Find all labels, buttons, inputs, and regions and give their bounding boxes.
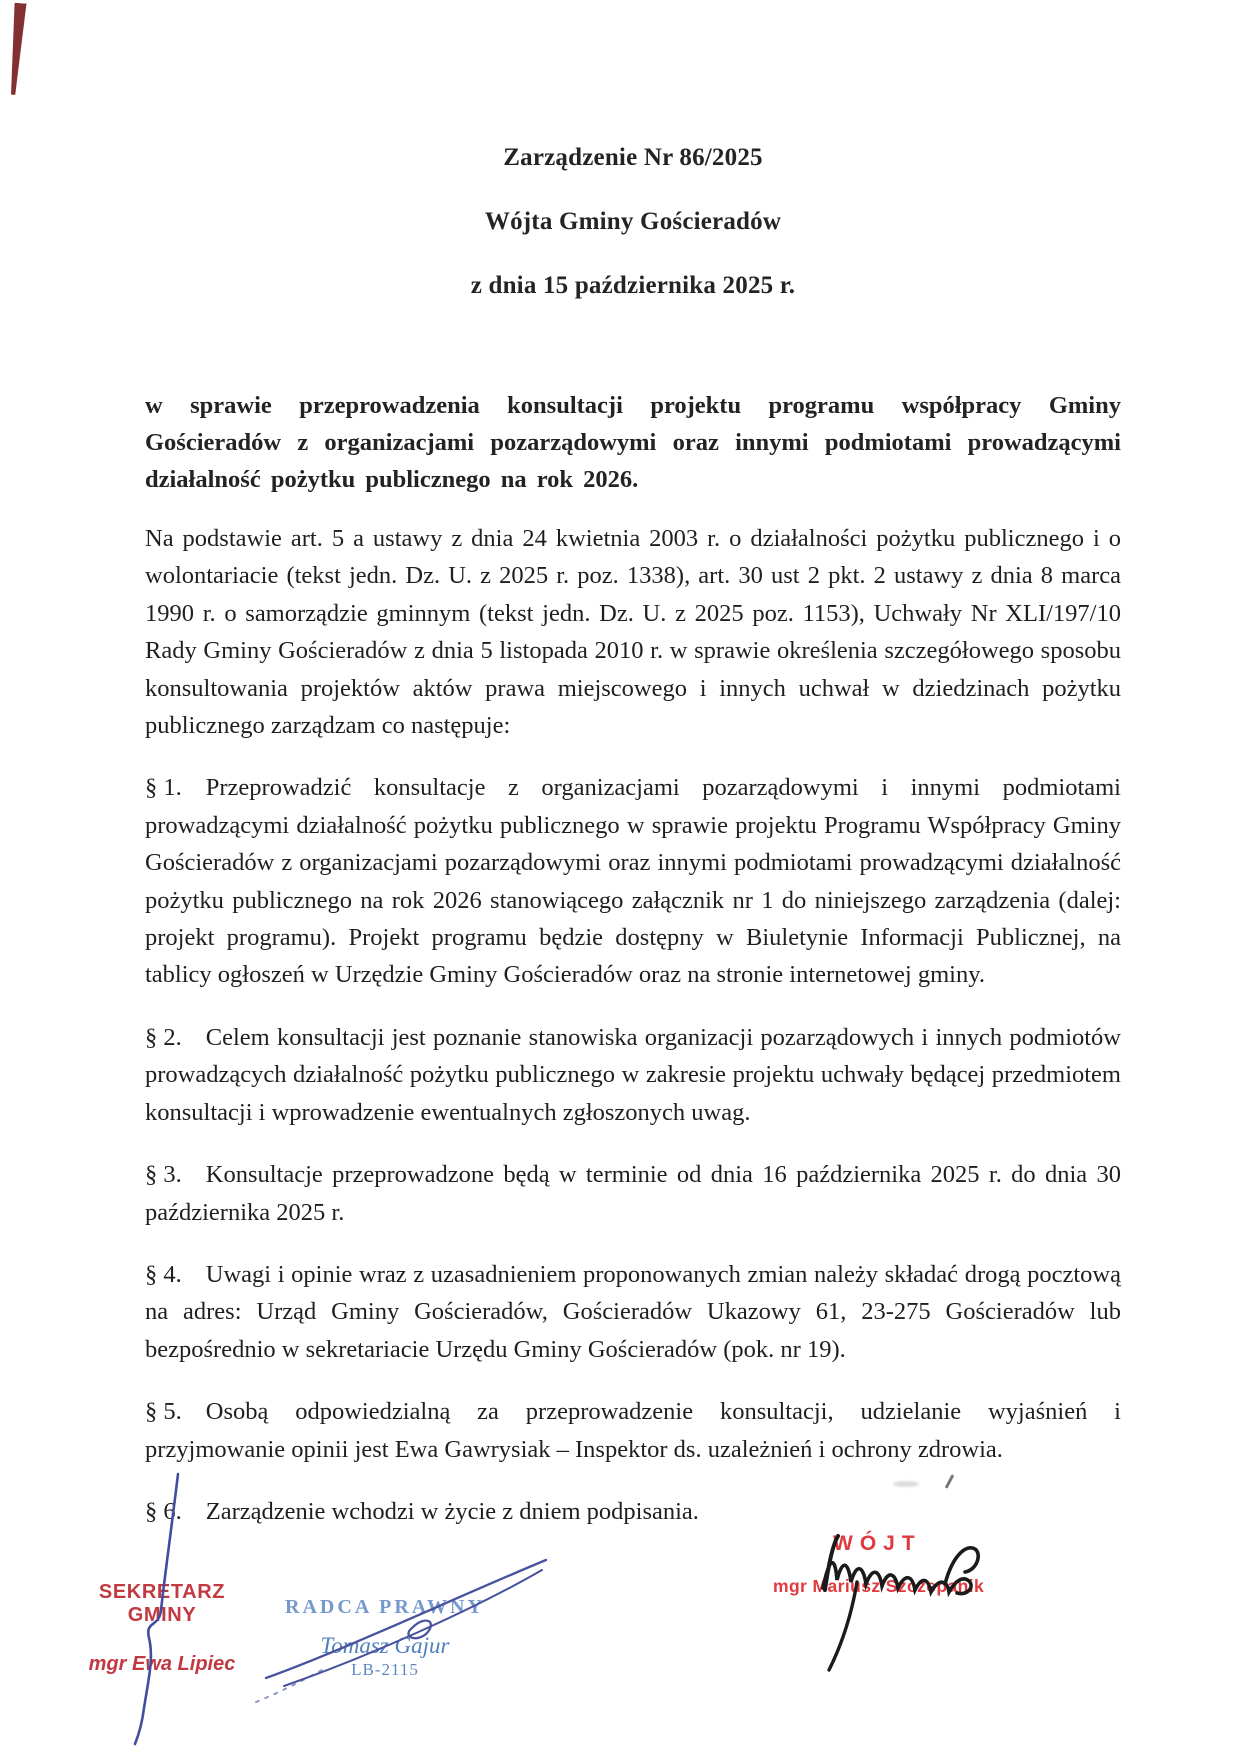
mayor-signature-block [735,1526,985,1646]
mayor-role-stamp: WÓJT [833,1532,922,1555]
legal-counsel-signature-block [280,1596,490,1680]
section-5-text: Osobą odpowiedzialną za przeprowadzenie konsultacji, udzielanie wyjaśnień i przyjmowanie opinii jest Ewa Gawrysiak – Inspektor ds. uzależnień i ochrony zdrowia. [145,1398,1121,1463]
section-1-number: § 1. [145,774,182,802]
section-2-text: Celem konsultacji jest poznanie stanowiska organizacji pozarządowych i innych podmiotów prowadzących działalność pożytku publicznego w zakresie projektu uchwały będącej przedmiotem konsultacji i wprowadzenie ewentualnych zgłoszonych uwag. [145,1023,1121,1126]
legal-counsel-name-stamp: Tomasz Gajur [320,1633,450,1658]
section-2 [145,1019,1121,1131]
section-4-text: Uwagi i opinie wraz z uzasadnieniem proponowanych zmian należy składać drogą pocztową na adres: Urząd Gminy Gościeradów, Gościeradów Ukazowy 61, 23-275 Gościeradów lub bezpośrednio w sekretariacie Urzędu Gminy Gościeradów (pok. nr 19). [145,1260,1121,1363]
section-3 [145,1156,1121,1231]
scan-smudge [893,1481,919,1487]
issuer-title: Wójta Gminy Gościeradów [484,208,782,235]
mayor-name-stamp: mgr Mariusz Szczepanik [773,1576,985,1596]
section-4-number: § 4. [145,1260,182,1288]
ordinance-number-title: Zarządzenie Nr 86/2025 [503,144,763,171]
section-4 [145,1256,1121,1368]
section-2-number: § 2. [145,1023,182,1051]
secretary-signature-block [72,1581,252,1676]
section-5-number: § 5. [145,1398,182,1426]
subject-paragraph: w sprawie przeprowadzenia konsultacji projektu programu współpracy Gminy Gościeradów z organizacjami pozarządowymi oraz innymi podmiotami prowadzącymi działalność pożytku publicznego na rok 2026. [145,392,1121,493]
legal-counsel-license-number: LB-2115 [351,1660,419,1679]
section-6-number: § 6. [145,1497,182,1525]
section-6-text: Zarządzenie wchodzi w życie z dniem podpisania. [205,1497,699,1525]
section-3-text: Konsultacje przeprowadzone będą w terminie od dnia 16 października 2025 r. do dnia 30 października 2025 r. [145,1161,1121,1226]
section-6 [145,1493,1121,1530]
document-content [145,0,1121,1530]
section-1 [145,769,1121,993]
legal-basis-paragraph: Na podstawie art. 5 a ustawy z dnia 24 kwietnia 2003 r. o działalności pożytku publicznego i o wolontariacie (tekst jedn. Dz. U. z 2025 r. poz. 1338), art. 30 ust 2 pkt. 2 ustawy z dnia 8 marca 1990 r. o samorządzie gminnym (tekst jedn. Dz. U. z 2025 poz. 1153), Uchwały Nr XLI/197/10 Rady Gminy Gościeradów z dnia 5 listopada 2010 r. w sprawie określenia szczegółowego sposobu konsultowania projektów aktów prawa miejscowego i innych uchwał w dziedzinach pożytku publicznego zarządzam co następuje: [145,525,1121,740]
section-1-text: Przeprowadzić konsultacje z organizacjami pozarządowymi i innymi podmiotami prowadzącymi działalność pożytku publicznego w sprawie projektu Programu Współpracy Gminy Gościeradów z organizacjami pozarządowymi oraz innymi podmiotami prowadzącymi działalność pożytku publicznego na rok 2026 stanowiącego załącznik nr 1 do niniejszego zarządzenia (dalej: projekt programu). Projekt programu będzie dostępny w Biuletynie Informacji Publicznej, na tablicy ogłoszeń w Urzędzie Gminy Gościeradów oraz na stronie internetowej gminy. [145,774,1121,989]
date-title: z dnia 15 października 2025 r. [470,272,796,299]
secretary-role-stamp: SEKRETARZ GMINY [98,1581,226,1626]
section-5 [145,1393,1121,1468]
secretary-name-stamp: mgr Ewa Lipiec [88,1653,236,1675]
scan-artifact-mark [7,3,27,96]
section-3-number: § 3. [145,1161,182,1189]
legal-counsel-role-stamp: RADCA PRAWNY [285,1596,485,1618]
